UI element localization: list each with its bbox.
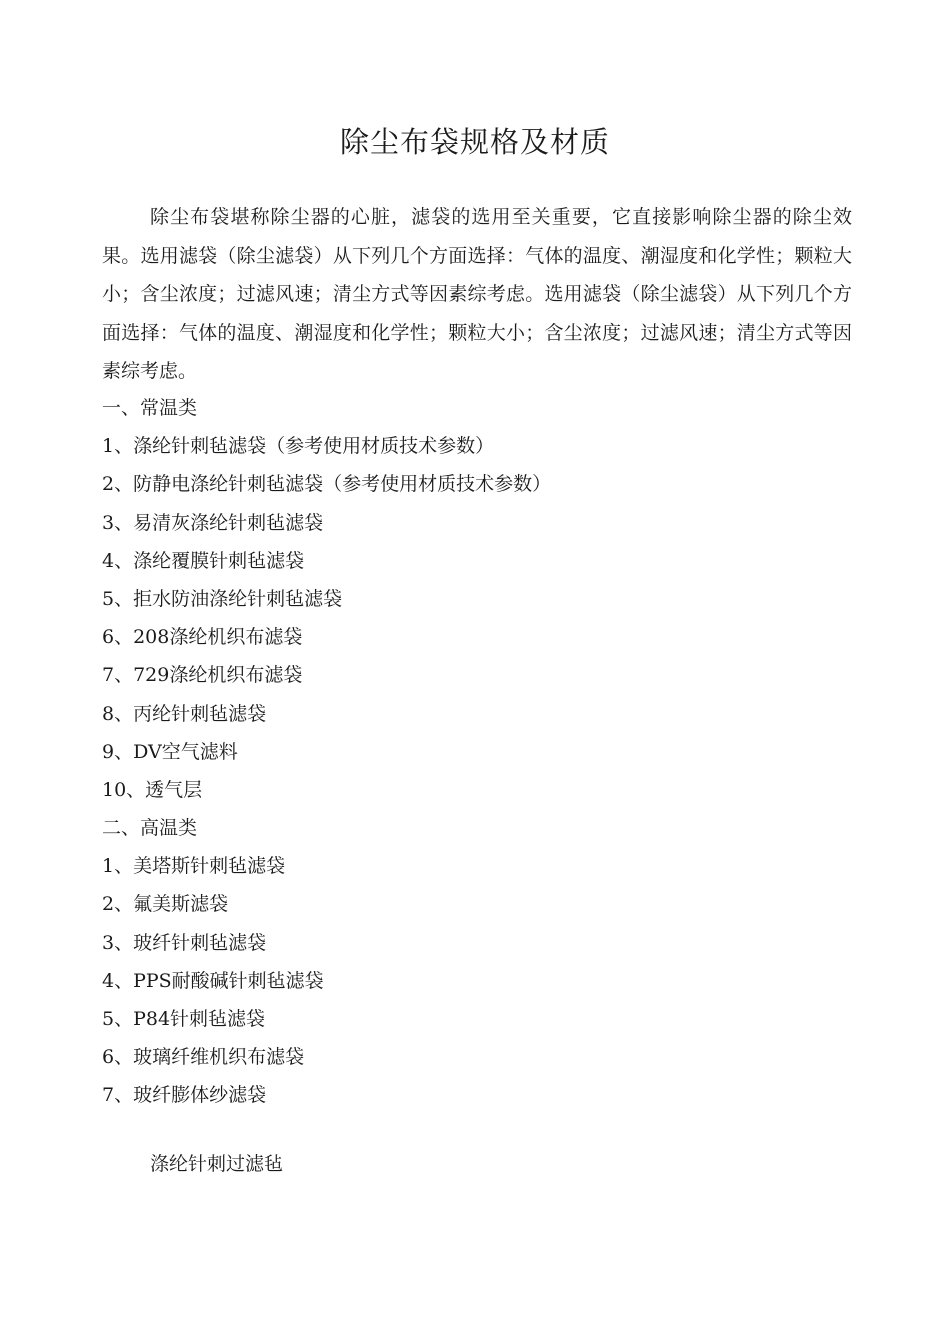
- list-item: 5、拒水防油涤纶针刺毡滤袋: [102, 587, 343, 610]
- list-item: 3、易清灰涤纶针刺毡滤袋: [102, 511, 324, 534]
- material-list: [102, 389, 862, 1115]
- list-item: 4、PPS耐酸碱针刺毡滤袋: [102, 969, 324, 992]
- list-item: 7、729涤纶机织布滤袋: [102, 664, 303, 687]
- list-item: 2、防静电涤纶针刺毡滤袋（参考使用材质技术参数）: [102, 473, 552, 496]
- list-item: 5、P84针刺毡滤袋: [102, 1008, 266, 1030]
- list-item: 10、透气层: [102, 778, 203, 801]
- list-item: 9、DV空气滤料: [102, 740, 238, 763]
- list-item: 1、涤纶针刺毡滤袋（参考使用材质技术参数）: [102, 435, 495, 458]
- section-heading-normal-temp: 一、常温类: [102, 397, 198, 419]
- section-heading-high-temp: 二、高温类: [102, 817, 198, 840]
- list-item: 3、玻纤针刺毡滤袋: [102, 931, 267, 954]
- list-item: 6、208涤纶机织布滤袋: [102, 626, 303, 649]
- list-item: 1、美塔斯针刺毡滤袋: [102, 855, 286, 878]
- list-item: 4、涤纶覆膜针刺毡滤袋: [102, 549, 305, 572]
- list-item: 7、玻纤膨体纱滤袋: [102, 1084, 267, 1107]
- list-item: 2、氟美斯滤袋: [102, 893, 229, 916]
- document-title: 除尘布袋规格及材质: [339, 125, 610, 159]
- intro-paragraph: 除尘布袋堪称除尘器的心脏，滤袋的选用至关重要，它直接影响除尘器的除尘效果。选用滤袋（除尘滤袋）从下列几个方面选择：气体的温度、潮湿度和化学性；颗粒大小；含尘浓度；过滤风速；清尘方式等因素综考虑。选用滤袋（除尘滤袋）从下列几个方面选择：气体的温度、潮湿度和化学性；颗粒大小；含尘浓度；过滤风速；清尘方式等因素综考虑。: [102, 206, 852, 382]
- list-item: 6、玻璃纤维机织布滤袋: [102, 1046, 305, 1069]
- list-item: 8、丙纶针刺毡滤袋: [102, 702, 267, 725]
- subsection-heading: 涤纶针刺过滤毡: [150, 1153, 284, 1175]
